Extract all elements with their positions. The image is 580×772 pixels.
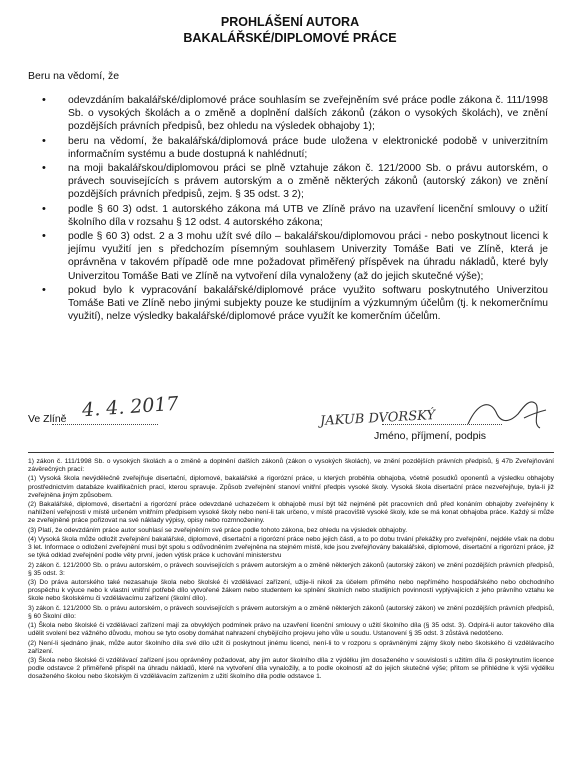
list-item: • odevzdáním bakalářské/diplomové práce souhlasím se zveřejněním své práce podle zákona č. 111/1998 Sb. o vysokých školách a o změně a doplnění dalších zákonů (zákon o vysokých školách), ve znění pozdějších právních předpisů, bez ohledu na výsledek obhajoby 1); bbox=[28, 94, 548, 134]
list-item: • podle § 60 3) odst. 1 autorského zákona má UTB ve Zlíně právo na uzavření licenční smlouvy o užití školního díla v rozsahu § 12 odst. 4 autorského zákona; bbox=[28, 203, 548, 229]
footnote-paragraph: (3) Škola nebo školské či vzdělávací zařízení jsou oprávněny požadovat, aby jim autor školního díla z výdělku jím dosaženého v souvislosti s užitím díla či poskytnutím licence podle odstavce 2 přiměřeně přispěl na úhradu nákladů, které na vytvoření díla vynaložily, a to podle okolností až do jejich skutečné výše; přitom se přihlédne k výši výdělku dosaženého školou nebo školským či vzdělávacím zařízením z užití školního díla podle odstavce 1. bbox=[28, 656, 554, 681]
footnote-paragraph: (1) Vysoká škola nevýdělečně zveřejňuje disertační, diplomové, bakalářské a rigorózní práce, u kterých proběhla obhajoba, včetně posudků oponentů a výsledku obhajoby prostřednictvím databáze kvalifikačních prací, kterou spravuje. Způsob zveřejnění stanoví vnitřní předpis vysoké školy. Vysoká škola disertační práce nezveřejňuje, byla-li již zveřejněna jiným způsobem. bbox=[28, 475, 554, 499]
footnote-paragraph: (3) Platí, že odevzdáním práce autor souhlasí se zveřejněním své práce podle tohoto zákona, bez ohledu na výsledek obhajoby. bbox=[28, 526, 408, 534]
list-item: • podle § 60 3) odst. 2 a 3 mohu užít své dílo – bakalářskou/diplomovou práci - nebo poskytnout licenci k jejímu využití jen s předchozím písemným souhlasem Univerzity Tomáše Bati ve Zlíně, která je oprávněna v takovém případě ode mne požadovat přiměřený příspěvek na úhradu nákladů, které byly Univerzitou Tomáše Bati ve Zlíně na vytvoření díla vynaloženy (až do jejich skutečné výše); bbox=[28, 230, 548, 283]
footnotes bbox=[28, 458, 554, 683]
footnote-paragraph: 3) zákon č. 121/2000 Sb. o právu autorském, o právech souvisejících s právem autorským a o změně některých zákonů (autorský zákon) ve znění pozdějších právních předpisů, § 60 Školní dílo: bbox=[28, 604, 554, 620]
signature-dotted-line bbox=[382, 424, 502, 425]
footnote-paragraph: (4) Vysoká škola může odložit zveřejnění bakalářské, diplomové, disertační a rigorózní práce nebo jejich části, a to po dobu trvání překážky pro zveřejnění, nejdéle však na dobu 3 let. Informace o odložení zveřejnění musí být spolu s odůvodněním zveřejněna na stejném místě, kde jsou zveřejňovány bakalářské, diplomové, disertační a rigorózní práce, již se týká odklad zveřejnění podle věty první, jeden výtisk práce k uchování ministerstvu bbox=[28, 535, 554, 560]
footnote-paragraph: (3) Do práva autorského také nezasahuje škola nebo školské či vzdělávací zařízení, užije-li nikoli za účelem přímého nebo nepřímého hospodářského nebo obchodního prospěchu k výuce nebo k vlastní vnitřní potřebě dílo vytvořené žákem nebo studentem ke splnění školních nebo studijních povinností vyplývajících z jeho právního vztahu ke škole nebo školskému či vzdělávacímu zařízení (školní dílo). bbox=[28, 579, 554, 603]
list-item: • beru na vědomí, že bakalářská/diplomová práce bude uložena v elektronické podobě v univerzitním informačním systému a bude dostupná k nahlédnutí; bbox=[28, 135, 548, 161]
handwritten-signature bbox=[318, 394, 548, 434]
signature-text: JAKUB DVORSKÝ bbox=[319, 408, 436, 430]
handwritten-date: 4. 4. 2017 bbox=[81, 392, 180, 422]
signature-caption: Jméno, příjmení, podpis bbox=[374, 430, 487, 442]
acknowledgement-list bbox=[28, 94, 548, 324]
footnote-paragraph: (2) Bakalářské, diplomové, disertační a rigorózní práce odevzdané uchazečem k obhajobě musí být též nejméně pět pracovních dnů před konáním obhajoby zveřejněny k nahlížení veřejnosti v místě určeném vnitřním předpisem vysoké školy nebo není-li tak určeno, v místě pracoviště vysoké školy, kde se má konat obhajoba práce. Každý si může ze zveřejněné práce pořizovat na své náklady výpisy, opisy nebo rozmnoženiny. bbox=[28, 501, 554, 525]
footnote-paragraph: (1) Škola nebo školské či vzdělávací zařízení mají za obvyklých podmínek právo na uzavření licenční smlouvy o užití školního díla (§ 35 odst. 3). Odpírá-li autor takového díla udělit svolení bez vážného důvodu, mohou se tyto osoby domáhat nahrazení chybějícího projevu jeho vůle u soudu. Ustanovení § 35 odst. 3 zůstává nedotčeno. bbox=[28, 622, 554, 638]
footnote-paragraph: (2) Není-li sjednáno jinak, může autor školního díla své dílo užít či poskytnout jinému licenci, není-li to v rozporu s oprávněnými zájmy školy nebo školského či vzdělávacího zařízení. bbox=[28, 639, 554, 655]
footnote-paragraph: 1) zákon č. 111/1998 Sb. o vysokých školách a o změně a doplnění dalších zákonů (zákon o vysokých školách), ve znění pozdějších právních předpisů, § 47b Zveřejňování závěrečných prací: bbox=[28, 458, 554, 474]
list-item: • pokud bylo k vypracování bakalářské/diplomové práce využito softwaru poskytnutého Univerzitou Tomáše Bati ve Zlíně nebo jinými subjekty pouze ke studijním a výzkumným účelům (tj. k nekomerčnímu využití), nelze výsledky bakalářské/diplomové práce využít ke komerčním účelům. bbox=[28, 284, 548, 324]
intro-text: Beru na vědomí, že bbox=[28, 70, 120, 82]
footnote-paragraph: 2) zákon č. 121/2000 Sb. o právu autorském, o právech souvisejících s právem autorským a o změně některých zákonů (autorský zákon) ve znění pozdějších právních předpisů, § 35 odst. 3: bbox=[28, 561, 554, 577]
list-item: • na moji bakalářskou/diplomovou práci se plně vztahuje zákon č. 121/2000 Sb. o právu autorském, o právech souvisejících s právem autorským a o změně některých zákonů (autorský zákon) ve znění pozdějších právních předpisů, zejm. § 35 odst. 3 2); bbox=[28, 162, 548, 202]
document-subtitle: BAKALÁŘSKÉ/DIPLOMOVÉ PRÁCE bbox=[183, 31, 397, 45]
document-title: PROHLÁŠENÍ AUTORA bbox=[220, 15, 360, 29]
date-dotted-line bbox=[52, 424, 158, 425]
place-label: Ve Zlíně bbox=[28, 413, 67, 425]
footnote-divider bbox=[28, 452, 554, 453]
